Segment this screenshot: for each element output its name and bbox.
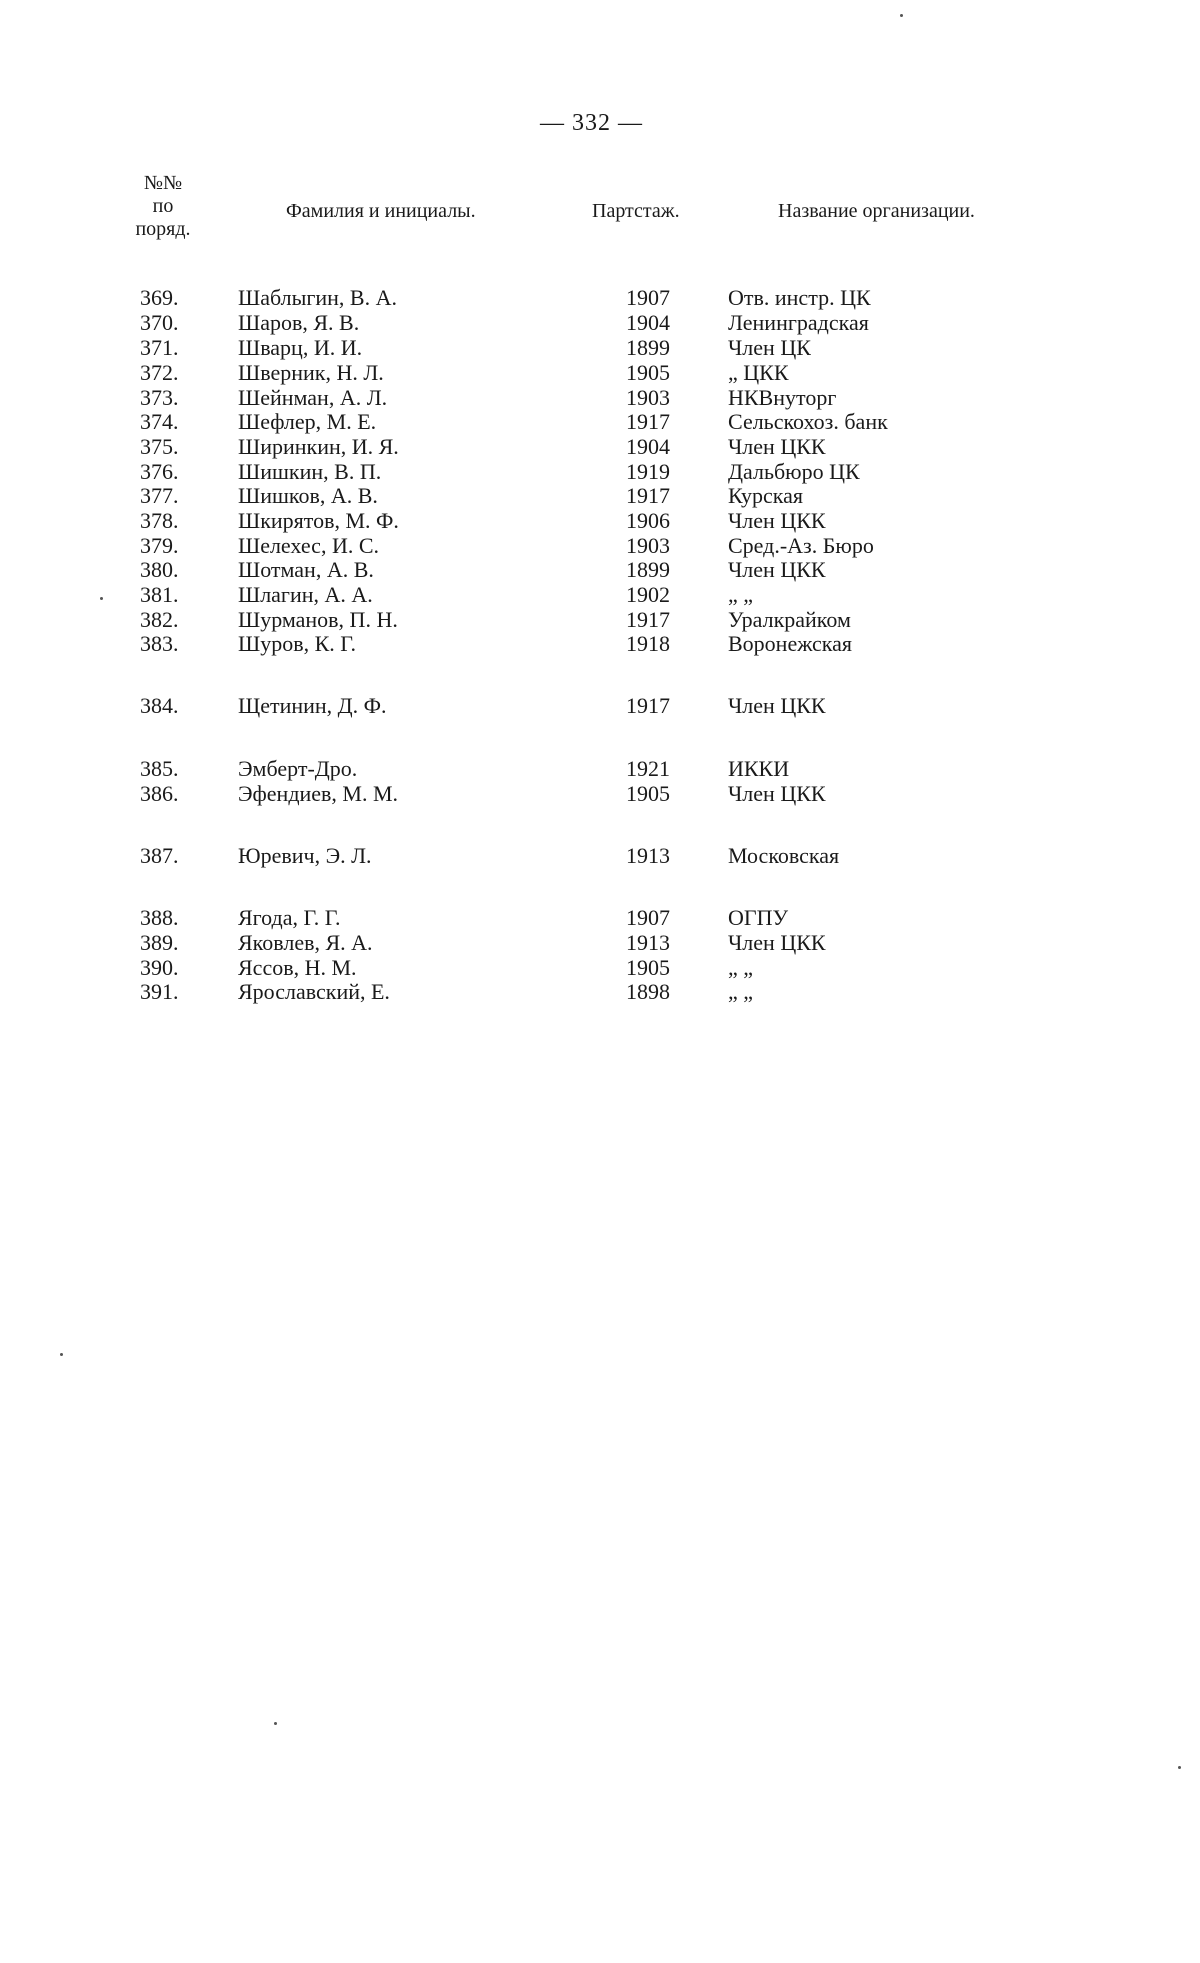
list-item-party-tenure: 1905: [626, 360, 670, 385]
list-item-name: Шуров, К. Г.: [238, 631, 356, 656]
list-item-name: Щетинин, Д. Ф.: [238, 693, 387, 718]
list-item-party-tenure: 1906: [626, 508, 670, 533]
list-item: [0, 905, 1200, 930]
list-item-number: 384.: [140, 693, 179, 718]
list-item-party-tenure: 1905: [626, 781, 670, 806]
list-item-number: 380.: [140, 557, 179, 582]
list-item-organization: ОГПУ: [728, 905, 789, 930]
list-item-number: 371.: [140, 335, 179, 360]
list-item-name: Шелехес, И. С.: [238, 533, 380, 558]
list-item-name: Яссов, Н. М.: [238, 955, 357, 980]
list-item-organization: Уралкрайком: [728, 607, 851, 632]
header-party-tenure-column: Партстаж.: [592, 200, 680, 222]
list-item-organization: Член ЦК: [728, 335, 811, 360]
list-item: [0, 955, 1200, 980]
list-item-number: 370.: [140, 310, 179, 335]
list-item-name: Шверник, Н. Л.: [238, 360, 384, 385]
list-item-number: 376.: [140, 459, 179, 484]
list-item-number: 388.: [140, 905, 179, 930]
list-item-party-tenure: 1899: [626, 557, 670, 582]
list-item: [0, 557, 1200, 582]
list-item-name: Юревич, Э. Л.: [238, 843, 372, 868]
list-item-organization: Московская: [728, 843, 840, 868]
list-item-number: 369.: [140, 285, 179, 310]
list-item: [0, 930, 1200, 955]
list-item-party-tenure: 1913: [626, 843, 670, 868]
list-item-number: 377.: [140, 483, 179, 508]
list-item: [0, 409, 1200, 434]
header-number-line-1: №№: [143, 172, 183, 194]
list-item: [0, 285, 1200, 310]
list-item-number: 373.: [140, 385, 179, 410]
list-item-organization: Член ЦКК: [728, 557, 826, 582]
header-organization-column: Название организации.: [778, 200, 975, 222]
list-item-party-tenure: 1904: [626, 310, 670, 335]
list-item-name: Шишков, А. В.: [238, 483, 378, 508]
list-item-number: 386.: [140, 781, 179, 806]
list-item-party-tenure: 1899: [626, 335, 670, 360]
list-item-organization: „ „: [728, 955, 754, 980]
list-item-party-tenure: 1907: [626, 905, 670, 930]
list-item-number: 391.: [140, 979, 179, 1004]
list-item-number: 390.: [140, 955, 179, 980]
list-item-organization: Курская: [728, 483, 804, 508]
list-item-number: 381.: [140, 582, 179, 607]
header-number-line-2: по: [152, 195, 174, 217]
list-item: [0, 756, 1200, 781]
list-item: [0, 582, 1200, 607]
list-item-party-tenure: 1913: [626, 930, 670, 955]
list-item: [0, 607, 1200, 632]
list-item-organization: Член ЦКК: [728, 930, 826, 955]
list-item-organization: Ленинградская: [728, 310, 869, 335]
list-item-number: 375.: [140, 434, 179, 459]
list-item-organization: „ „: [728, 979, 754, 1004]
list-item: [0, 843, 1200, 868]
list-item-party-tenure: 1904: [626, 434, 670, 459]
list-item-organization: „ „: [728, 582, 754, 607]
list-item-name: Ярославский, Е.: [238, 979, 390, 1004]
list-item-organization: Отв. инстр. ЦК: [728, 285, 871, 310]
list-item-organization: Член ЦКК: [728, 693, 826, 718]
header-number-line-3: поряд.: [135, 218, 191, 240]
list-item-name: Шварц, И. И.: [238, 335, 363, 360]
list-item-party-tenure: 1918: [626, 631, 670, 656]
table-header: [0, 172, 1200, 252]
list-item-organization: Член ЦКК: [728, 434, 826, 459]
list-item-name: Шаблыгин, В. А.: [238, 285, 397, 310]
list-item: [0, 781, 1200, 806]
list-item-name: Шкирятов, М. Ф.: [238, 508, 399, 533]
list-item-number: 379.: [140, 533, 179, 558]
list-item-number: 389.: [140, 930, 179, 955]
list-item-name: Шишкин, В. П.: [238, 459, 382, 484]
list-item-party-tenure: 1921: [626, 756, 670, 781]
list-item-organization: Сред.-Аз. Бюро: [728, 533, 874, 558]
list-item: [0, 310, 1200, 335]
list-item-organization: Воронежская: [728, 631, 853, 656]
list-item: [0, 459, 1200, 484]
list-item-name: Эфендиев, М. М.: [238, 781, 399, 806]
list-item-party-tenure: 1917: [626, 607, 670, 632]
list-item-party-tenure: 1903: [626, 533, 670, 558]
list-item-party-tenure: 1917: [626, 483, 670, 508]
list-item-name: Шейнман, А. Л.: [238, 385, 388, 410]
list-item: [0, 360, 1200, 385]
list-item: [0, 335, 1200, 360]
list-item-party-tenure: 1903: [626, 385, 670, 410]
list-item-number: 383.: [140, 631, 179, 656]
list-item: [0, 483, 1200, 508]
header-name-column: Фамилия и инициалы.: [286, 200, 476, 222]
list-item: [0, 434, 1200, 459]
list-item-name: Ширинкин, И. Я.: [238, 434, 399, 459]
list-item-number: 378.: [140, 508, 179, 533]
list-item: [0, 385, 1200, 410]
list-item-organization: Член ЦКК: [728, 508, 826, 533]
list-item-organization: Дальбюро ЦК: [728, 459, 860, 484]
list-item-name: Шурманов, П. Н.: [238, 607, 398, 632]
list-item-number: 372.: [140, 360, 179, 385]
list-item-number: 382.: [140, 607, 179, 632]
list-item-party-tenure: 1898: [626, 979, 670, 1004]
list-item-party-tenure: 1919: [626, 459, 670, 484]
list-item-organization: „ ЦКК: [728, 360, 789, 385]
list-item-name: Шлагин, А. А.: [238, 582, 373, 607]
list-item-organization: ИККИ: [728, 756, 790, 781]
list-item-name: Шефлер, М. Е.: [238, 409, 377, 434]
list-item-name: Шотман, А. В.: [238, 557, 374, 582]
list-item-party-tenure: 1917: [626, 409, 670, 434]
list-item: [0, 693, 1200, 718]
list-item: [0, 508, 1200, 533]
list-item: [0, 979, 1200, 1004]
list-item-party-tenure: 1907: [626, 285, 670, 310]
list-item-name: Шаров, Я. В.: [238, 310, 360, 335]
list-item-number: 374.: [140, 409, 179, 434]
page-number: — 332 —: [540, 110, 643, 136]
list-item-party-tenure: 1902: [626, 582, 670, 607]
list-item-party-tenure: 1905: [626, 955, 670, 980]
list-item-organization: Член ЦКК: [728, 781, 826, 806]
list-item-name: Эмберт-Дро.: [238, 756, 358, 781]
list-item-party-tenure: 1917: [626, 693, 670, 718]
list-item-name: Яковлев, Я. А.: [238, 930, 373, 955]
list-item-organization: НКВнуторг: [728, 385, 837, 410]
header-number-column: [118, 172, 208, 241]
list-item: [0, 631, 1200, 656]
list-item-organization: Сельскохоз. банк: [728, 409, 888, 434]
list-item: [0, 533, 1200, 558]
list-item-number: 387.: [140, 843, 179, 868]
list-item-number: 385.: [140, 756, 179, 781]
list-item-name: Ягода, Г. Г.: [238, 905, 341, 930]
